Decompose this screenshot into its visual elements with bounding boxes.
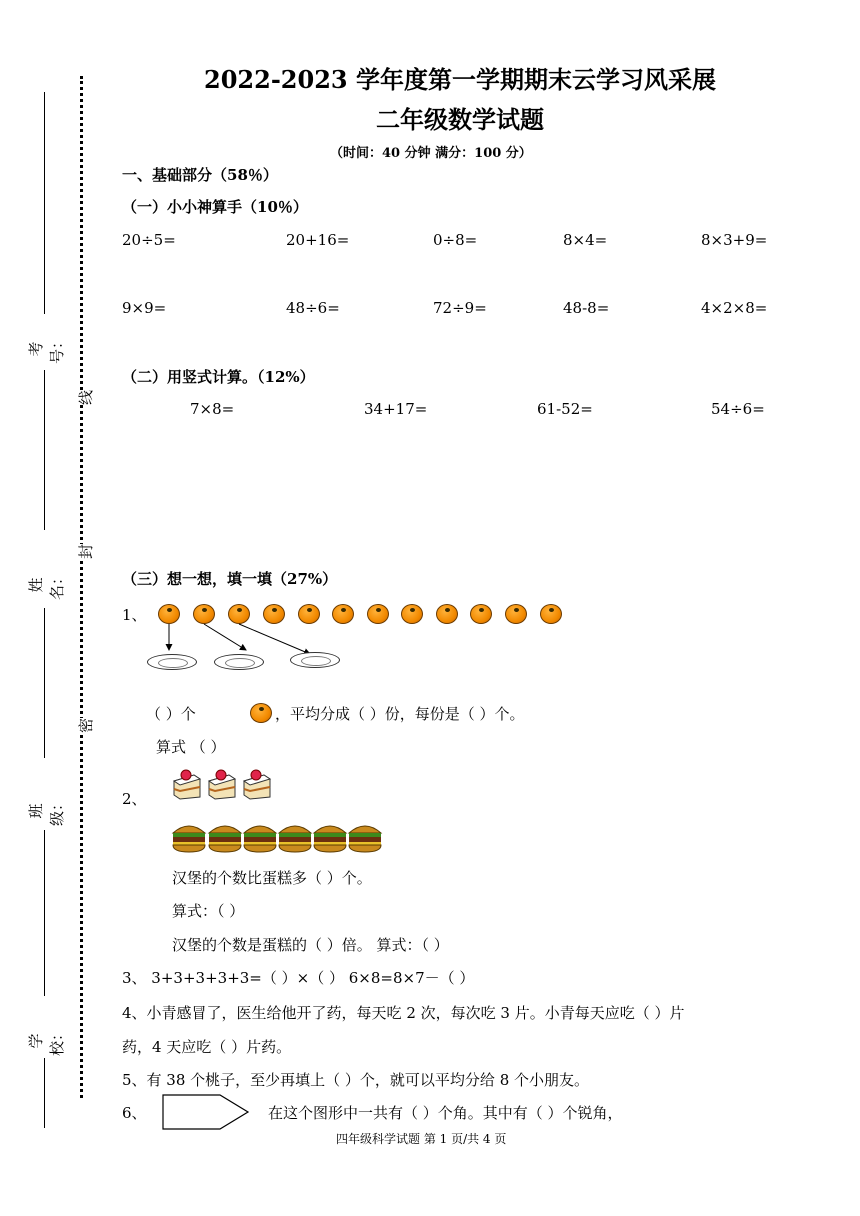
q1-fill-b: ，平均分成（ ）份，每份是（ ）个。 xyxy=(275,705,525,723)
cake-icon xyxy=(172,767,202,801)
question-4-line2: 药，4 天应吃（ ）片药。 xyxy=(122,1038,292,1056)
question-number: 6、 xyxy=(122,1104,147,1122)
orange-icon xyxy=(540,604,562,624)
part-title: （二）用竖式计算。（12%） xyxy=(122,368,315,386)
section-title: 一、基础部分（58％） xyxy=(122,166,278,184)
orange-icon xyxy=(470,604,492,624)
oral-problem: 20+16= xyxy=(286,231,350,249)
orange-icon xyxy=(401,604,423,624)
q1-formula: 算式 （ ） xyxy=(156,738,226,756)
q2-line2: 算式：（ ） xyxy=(172,902,245,920)
question-4-line1: 4、小青感冒了，医生给他开了药，每天吃 2 次，每次吃 3 片。小青每天应吃（ ）片 xyxy=(122,1004,685,1022)
orange-icon xyxy=(367,604,389,624)
burger-icon xyxy=(312,819,348,853)
q1-fill-a: （ ）个 xyxy=(146,705,196,723)
pentagon-shape xyxy=(162,1094,252,1130)
q2-line1: 汉堡的个数比蛋糕多（ ）个。 xyxy=(172,869,372,887)
burger-icon xyxy=(171,819,207,853)
dotted-seal-line xyxy=(80,76,83,1098)
question-3: 3、 3+3+3+3+3=（ ）×（ ） 6×8=8×7－（ ） xyxy=(122,969,475,987)
oral-problem: 8×3+9= xyxy=(701,231,768,249)
name-label: 姓名： xyxy=(27,570,66,601)
vertical-problem: 61-52= xyxy=(537,400,593,418)
page-footer: 四年级科学试题 第 1 页/共 4 页 xyxy=(336,1132,507,1146)
vertical-problem: 34+17= xyxy=(364,400,428,418)
question-6-text: 在这个图形中一共有（ ）个角。其中有（ ）个锐角， xyxy=(268,1104,623,1122)
part-title: （三）想一想，填一填（27%） xyxy=(122,570,338,588)
school-label: 学校： xyxy=(27,1026,66,1057)
burger-icon xyxy=(207,819,243,853)
orange-icon xyxy=(250,703,272,723)
vertical-problem: 54÷6= xyxy=(711,400,765,418)
class-label: 班级： xyxy=(27,796,66,827)
oral-problem: 9×9= xyxy=(122,299,167,317)
q2-line3: 汉堡的个数是蛋糕的（ ）倍。 算式：（ ） xyxy=(172,936,449,954)
binding-line xyxy=(44,370,45,530)
binding-line xyxy=(44,830,45,996)
oral-problem: 72÷9= xyxy=(433,299,487,317)
seal-char-feng: 封 xyxy=(72,544,99,559)
oral-problem: 8×4= xyxy=(563,231,608,249)
exam-subtitle: 二年级数学试题 xyxy=(376,105,544,134)
oral-problem: 4×2×8= xyxy=(701,299,768,317)
question-number: 2、 xyxy=(122,790,147,808)
binding-line xyxy=(44,1058,45,1128)
oral-problem: 20÷5= xyxy=(122,231,176,249)
burger-icon xyxy=(347,819,383,853)
plate-icon xyxy=(290,652,340,668)
vertical-problem: 7×8= xyxy=(190,400,235,418)
oral-problem: 0÷8= xyxy=(433,231,478,249)
burger-icon xyxy=(277,819,313,853)
plate-icon xyxy=(214,654,264,670)
seal-char-xian: 线 xyxy=(72,390,99,405)
plate-icon xyxy=(147,654,197,670)
exam-meta: （时间：40 分钟 满分：100 分） xyxy=(330,146,532,161)
orange-icon xyxy=(505,604,527,624)
question-5: 5、有 38 个桃子，至少再填上（ ）个，就可以平均分给 8 个小朋友。 xyxy=(122,1071,590,1089)
exam-number-label: 考号： xyxy=(27,334,66,365)
oral-problem: 48÷6= xyxy=(286,299,340,317)
cake-icon xyxy=(242,767,272,801)
orange-icon xyxy=(436,604,458,624)
seal-char-mi: 密 xyxy=(72,718,99,733)
cake-icon xyxy=(207,767,237,801)
question-number: 1、 xyxy=(122,606,147,624)
oral-problem: 48-8= xyxy=(563,299,610,317)
part-title: （一）小小神算手（10％） xyxy=(122,198,308,216)
binding-line xyxy=(44,608,45,758)
burger-icon xyxy=(242,819,278,853)
exam-title: 2022-2023 学年度第一学期期末云学习风采展 xyxy=(204,65,716,94)
